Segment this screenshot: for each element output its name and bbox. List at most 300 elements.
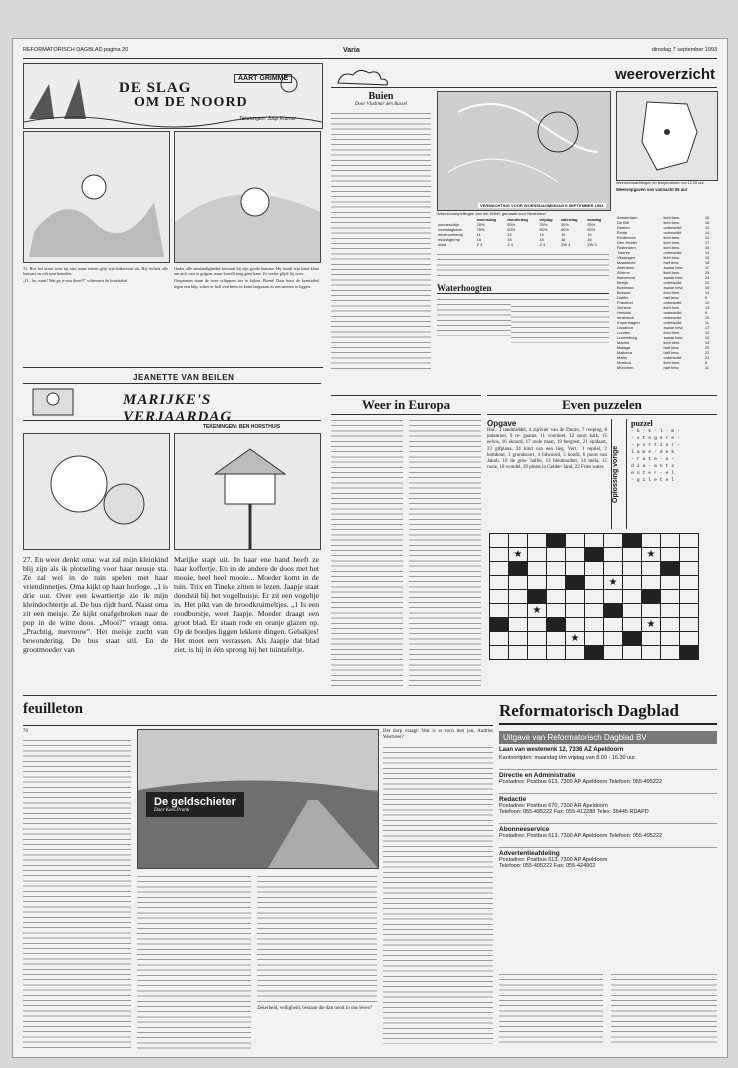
stations-caption-2: Weersopgaven van vannacht 06 uur: [616, 187, 688, 192]
grid-row: [490, 632, 699, 646]
grid-cell: [509, 632, 528, 646]
grid-cell: [604, 618, 623, 632]
station-w: onbewolkt: [663, 280, 682, 285]
grid-cell: [490, 576, 509, 590]
forecast-label: neerslagkans: [438, 227, 462, 232]
colofon-block-line: Postadres: Postbus 613, 7300 AP Apeldoorn Telefoon: 055-495222: [499, 779, 663, 785]
weather-title: weeroverzicht: [614, 66, 715, 83]
netherlands-map: [616, 91, 718, 181]
solution-line: - r a t e - a -: [631, 457, 675, 462]
grid-cell: [642, 534, 661, 548]
marijke-text-8: Trix en Tineke zitten te lezen. Jaapje staat doodstil bij het vogelhuisje. Er zit een vogeltje in. Het pikt van de broodkruimeltjes. „1 Is een roodborstje, weet Jaapje. Moeder draagt een groot blad. Er staan rode en oranje glazen op. Op de bordjes liggen lekkere dingen. Gebakjes! Het moet een verrassen.: [174, 582, 319, 645]
forecast-cell: 60%: [560, 227, 569, 232]
feuilleton-text-col-3: [257, 873, 377, 1049]
station-name: Kopenhagen: [617, 320, 640, 325]
station-t: 16: [704, 215, 710, 220]
forecast-cell: ZW 4: [587, 242, 597, 247]
station-t: 25: [704, 270, 710, 275]
station-w: licht bew.: [663, 245, 680, 250]
comic-author: AART GRIMME: [234, 74, 292, 83]
grid-cell: [642, 576, 661, 590]
station-w: licht bew.: [663, 215, 680, 220]
forecast-cell: 60%: [539, 227, 548, 232]
grid-cell: [566, 618, 585, 632]
solution-block: [631, 419, 717, 529]
station-name: Rotterdam: [617, 245, 636, 250]
station-t: 15: [704, 255, 710, 260]
colofon-publisher: Uitgave van Reformatorisch Dagblad BV: [499, 731, 717, 744]
waterhoogten-title: Waterhoogten: [437, 283, 609, 294]
opgave-title: Opgave: [487, 419, 517, 428]
buien-body-text: [331, 110, 431, 372]
forecast-day: vrijdag: [539, 217, 553, 222]
forecast-day: woensdag: [476, 217, 497, 222]
station-t: 24: [704, 355, 710, 360]
forecast-cell: 75%: [476, 227, 485, 232]
newspaper-page: [12, 38, 728, 1058]
station-t: 9: [704, 310, 708, 315]
station-w: licht bew.: [663, 240, 680, 245]
station-w: licht bew.: [663, 270, 680, 275]
colofon-block: [499, 823, 717, 839]
grid-cell: [623, 548, 642, 562]
grid-star-cell: ★: [642, 548, 661, 562]
grid-star-cell: ★: [528, 604, 547, 618]
comic-title-line2: OM DE NOORD: [134, 95, 248, 110]
station-row: [616, 365, 716, 370]
grid-row: [490, 646, 699, 660]
header-left: REFORMATORISCH DAGBLAD pagina 20: [23, 47, 129, 53]
colofon-office-hours: Kantoortijden: maandag t/m vrijdag van 8.00 - 16.30 uur.: [499, 755, 637, 761]
grid-cell: [490, 646, 509, 660]
grid-cell: [509, 576, 528, 590]
forecast-cell: 10: [539, 232, 544, 237]
station-w: half bew.: [663, 350, 680, 355]
colofon-fine-print-2: [611, 971, 717, 1047]
weather-map: [437, 91, 611, 211]
feuilleton-text-col-4: [383, 729, 493, 1049]
colofon-address: Laan van westenenk 12, 7336 AZ Apeldoorn: [499, 747, 624, 753]
station-name: Malta: [617, 355, 627, 360]
station-t: 17: [704, 240, 710, 245]
forecast-label: zonneschijn: [438, 222, 460, 227]
grid-cell: [528, 618, 547, 632]
grid-cell: [547, 590, 566, 604]
grid-black-cell: [661, 562, 680, 576]
station-t: 14: [704, 290, 710, 295]
station-name: Berlijn: [617, 280, 629, 285]
forecast-label: middagtemp: [438, 237, 461, 242]
forecast-cell: 11: [476, 232, 481, 237]
grid-cell: [661, 632, 680, 646]
grid-cell: [490, 562, 509, 576]
grid-cell: [566, 604, 585, 618]
station-t: 13: [704, 305, 710, 310]
grid-cell: [680, 632, 699, 646]
grid-cell: [547, 604, 566, 618]
station-t: 8: [704, 360, 708, 365]
station-w: zwaar bew.: [663, 335, 684, 340]
colofon-block-title: Advertentieafdeling: [499, 850, 560, 857]
feuilleton-section: [23, 701, 493, 1051]
station-name: Maastricht: [617, 260, 636, 265]
grid-cell: [585, 590, 604, 604]
grid-cell: [490, 548, 509, 562]
colofon-block-title: Abonneeservice: [499, 826, 550, 833]
station-name: Aberdeen: [617, 265, 635, 270]
grid-cell: [680, 534, 699, 548]
grid-star-cell: ★: [566, 632, 585, 646]
feuilleton-title-box: [146, 792, 244, 817]
forecast-cell: 25%: [476, 222, 485, 227]
solution-line: - b - k - l - m -: [631, 429, 680, 434]
station-name: Frankfort: [617, 300, 634, 305]
forecast-cell: Z 4: [507, 242, 513, 247]
station-name: Vlissingen: [617, 255, 636, 260]
marijke-banner: [23, 383, 321, 425]
colofon-block-line: Postadres: Postbus 670, 7300 AR Apeldoorn: [499, 803, 608, 809]
grid-cell: [585, 604, 604, 618]
grid-black-cell: [547, 618, 566, 632]
station-name: Amsterdam: [617, 215, 638, 220]
grid-cell: [566, 562, 585, 576]
station-t: 12: [704, 330, 710, 335]
grid-cell: [623, 590, 642, 604]
solution-lines: [631, 428, 717, 484]
solution-line: - s t e g e r e -: [631, 436, 680, 441]
marijke-drawings-credit: TEKENINGEN: BEN HORSTHUIS: [203, 424, 281, 430]
grid-cell: [528, 632, 547, 646]
grid-cell: [490, 604, 509, 618]
grid-cell: [547, 646, 566, 660]
grid-cell: [490, 632, 509, 646]
grid-cell: [509, 618, 528, 632]
grid-cell: [490, 534, 509, 548]
station-w: licht bew.: [663, 255, 680, 260]
station-t: 17: [704, 325, 710, 330]
grid-cell: [604, 590, 623, 604]
grid-cell: [585, 632, 604, 646]
comic-title-banner: [23, 63, 323, 129]
solution-line: e n t e r - e l: [631, 471, 675, 476]
station-name: Luxemburg: [617, 335, 638, 340]
feuilleton-photo: [137, 729, 379, 869]
grid-cell: [604, 562, 623, 576]
station-w: half bew.: [663, 260, 680, 265]
solution-line: d i a - a n t s: [631, 464, 675, 469]
station-t: 12: [704, 235, 710, 240]
station-t: 14: [704, 250, 710, 255]
grid-black-cell: [547, 534, 566, 548]
header-section: Varia: [343, 47, 360, 54]
grid-cell: [680, 618, 699, 632]
forecast-cell: 16: [507, 237, 512, 242]
colofon-block-title: Directie en Administratie: [499, 772, 576, 779]
station-t: 13: [704, 225, 710, 230]
station-name: Eelde: [617, 230, 628, 235]
grid-cell: [642, 632, 661, 646]
forecast-cell: 16: [539, 237, 544, 242]
grid-cell: [642, 604, 661, 618]
station-t: 16: [704, 245, 710, 250]
grid-cell: [528, 576, 547, 590]
grid-cell: [585, 562, 604, 576]
station-w: onbewolkt: [663, 310, 682, 315]
comic-para-1: 11. Hoe het komt weet hij niet, maar ineens glijt zijn linkervoet uit. Hij verliest alle houvast en rolt naar beneden.: [23, 266, 168, 277]
comic-para-4: Gespannen staan de twee schippers toe te kijken. Boem! Daar botst de kontstabel tegen een klip, schiet er half overheen en komt langzaam in een sneeuw te liggen.: [174, 278, 319, 289]
grid-black-cell: [528, 590, 547, 604]
solution-title: puzzel: [631, 419, 653, 428]
station-w: half bew.: [663, 365, 680, 370]
station-t: 16: [704, 220, 710, 225]
comic-para-2: „O... ho, maat! Wat ga je nou doen?!” schreeuwt de kontstabel.: [23, 278, 129, 284]
forecast-cell: 60%: [507, 227, 516, 232]
comic-panel-1: [23, 131, 170, 263]
comic-marijke: [23, 371, 323, 691]
station-name: Barcelona: [617, 275, 636, 280]
forecast-cell: 50%: [507, 222, 516, 227]
forecast-cell: Z 4: [539, 242, 546, 247]
colofon-block-line: Postadres: Postbus 613, 7300 AP Apeldoorn: [499, 857, 608, 863]
marijke-text-5: „Prachtig, mevrouw”. Het meisje zucht van bewondering.: [23, 627, 168, 645]
grid-cell: [547, 548, 566, 562]
page-header: [23, 47, 717, 57]
station-name: Londen: [617, 330, 631, 335]
colofon-block-line: Telefoon: 055-495222 Fax: 055-412288 Telex: 36445 RDAPD: [499, 809, 649, 815]
station-t: 14: [704, 230, 710, 235]
station-name: Athene: [617, 270, 630, 275]
colofon-block: [499, 793, 717, 815]
grid-cell: [509, 604, 528, 618]
forecast-cell: 25%: [587, 222, 596, 227]
comic-title-line1: DE SLAG: [119, 80, 192, 96]
station-name: Den Helder: [617, 240, 638, 245]
station-w: onbewolkt: [663, 225, 682, 230]
station-t: 11: [704, 320, 709, 325]
buien-byline: Door Vladimir den Bussel: [354, 102, 408, 107]
weather-table-notes: [437, 251, 609, 279]
station-w: onbewolkt: [663, 320, 682, 325]
station-name: Madrid: [617, 340, 630, 345]
marijke-title: MARIJKE'S VERJAARDAG: [123, 392, 233, 425]
grid-black-cell: [623, 534, 642, 548]
station-name: Moskou: [617, 360, 632, 365]
station-name: Innsbruck: [617, 315, 635, 320]
grid-star-cell: ★: [604, 576, 623, 590]
comic-text-col-2: [174, 266, 319, 361]
station-w: licht bew.: [663, 290, 680, 295]
colofon-fine-print-1: [499, 971, 603, 1047]
colofon-block-title: Redactie: [499, 796, 527, 803]
forecast-cell: 10: [560, 232, 566, 237]
forecast-label: minimumtemp: [438, 232, 464, 237]
grid-cell: [661, 590, 680, 604]
grid-black-cell: [490, 618, 509, 632]
station-t: 9: [704, 295, 708, 300]
grid-black-cell: [642, 590, 661, 604]
grid-cell: [604, 534, 623, 548]
weather-map-note: VERWACHTING VOOR WOENSDAGMIDDAG 8 SEPTEMBER 1993: [480, 203, 604, 208]
station-name: München: [617, 365, 634, 370]
station-name: Genève: [617, 305, 632, 310]
grid-cell: [585, 534, 604, 548]
forecast-label: wind: [438, 242, 447, 247]
grid-cell: [547, 632, 566, 646]
marijke-author: JEANETTE VAN BEILEN: [133, 373, 235, 382]
solution-line: l a m e - d e k: [631, 450, 675, 455]
grid-cell: [509, 646, 528, 660]
forecast-cell: 60%: [587, 227, 596, 232]
stations-caption: Weersverwachtingen en temperaturen om 12.00 uur: [616, 181, 704, 185]
colofon-block: [499, 847, 717, 869]
grid-cell: [642, 562, 661, 576]
station-name: Malaga: [617, 345, 631, 350]
colofon-block: [499, 769, 717, 785]
forecast-cell: 30%: [560, 222, 569, 227]
grid-black-cell: [680, 646, 699, 660]
comic-de-slag: [23, 63, 323, 363]
feuilleton-text-col-1: [23, 737, 131, 1049]
station-t: 10: [704, 300, 710, 305]
station-w: zwaar bew.: [663, 285, 684, 290]
marijke-panel-1: [23, 433, 170, 550]
colofon-block-line: Telefoon: 055-495222 Fax: 055-424902: [499, 863, 596, 869]
grid-cell: [623, 562, 642, 576]
grid-cell: [604, 632, 623, 646]
grid-cell: [509, 590, 528, 604]
opgave-block: [487, 419, 607, 529]
station-w: licht bew.: [663, 340, 680, 345]
grid-cell: [566, 590, 585, 604]
forecast-cell: 25%: [539, 222, 548, 227]
puzzel-title: Even puzzelen: [487, 395, 717, 415]
crossword-grid: [489, 533, 699, 660]
forecast-row: [437, 242, 609, 247]
station-name: Helsinki: [617, 310, 632, 315]
station-w: zwaar bew.: [663, 325, 684, 330]
station-t: 10: [704, 315, 710, 320]
grid-cell: [680, 576, 699, 590]
grid-cell: [528, 562, 547, 576]
grid-cell: [547, 562, 566, 576]
colofon-paper-name: Reformatorisch Dagblad: [499, 701, 717, 725]
grid-row: [490, 618, 699, 632]
forecast-cell: 16: [476, 237, 482, 242]
grid-row: [490, 604, 699, 618]
forecast-cell: Z 4: [476, 242, 483, 247]
marijke-text-1: 27. En weer denkt oma: wat zal mijn kleinkind blij zijn als ik plotseling voor haar neusje sta. Ze zal wel in de tuin spelen met haar vriendinnetjes.: [23, 555, 168, 591]
grid-star-cell: ★: [509, 548, 528, 562]
grid-cell: [547, 576, 566, 590]
feuilleton-text-col-2: [137, 873, 251, 1049]
feuilleton-col4-text: Het dorp vraagt: Wat is er toch met jou, Andries Westveer?: [383, 729, 493, 740]
forecast-day: donderdag: [507, 217, 528, 222]
grid-cell: [623, 646, 642, 660]
grid-cell: [661, 534, 680, 548]
grid-cell: [604, 646, 623, 660]
grid-cell: [585, 576, 604, 590]
solution-vertical-label: Oplossing vorige: [611, 419, 627, 529]
forecast-day: zaterdag: [560, 217, 578, 222]
station-name: Deelen: [617, 225, 630, 230]
europa-text-col-2: [409, 417, 481, 689]
station-name: Brussel: [617, 290, 631, 295]
solution-line: - g i l e t e l: [631, 478, 675, 483]
marijke-text-col-1: [23, 555, 168, 689]
grid-cell: [680, 604, 699, 618]
comic-panel-2: [174, 131, 321, 263]
station-t: 14: [704, 340, 710, 345]
marijke-text-3: De bus rijdt hard. Naast oma zit een meisje. Ze kijkt onafgebroken naar de pop in de witte doos.: [23, 600, 168, 627]
grid-row: [490, 534, 699, 548]
europa-title: Weer in Europa: [331, 395, 481, 415]
grid-cell: [585, 618, 604, 632]
station-t: 24: [704, 275, 710, 280]
station-name: Dublin: [617, 295, 629, 300]
station-w: onbewolkt: [663, 315, 682, 320]
grid-black-cell: [585, 646, 604, 660]
grid-star-cell: ★: [642, 618, 661, 632]
station-t: 18: [704, 260, 710, 265]
solution-line: - p o r t i e r -: [631, 443, 680, 448]
europa-text-col-1: [331, 417, 403, 689]
station-w: zwaar bew.: [663, 275, 684, 280]
station-t: 11: [704, 265, 709, 270]
grid-black-cell: [623, 632, 642, 646]
grid-row: [490, 590, 699, 604]
grid-black-cell: [585, 548, 604, 562]
header-date: dinsdag 7 september 1993: [651, 47, 717, 53]
grid-black-cell: [509, 562, 528, 576]
feuilleton-story-title: De geldschieter: [154, 796, 236, 808]
station-t: 16: [704, 285, 710, 290]
grid-cell: [680, 562, 699, 576]
buien-article: [331, 91, 431, 371]
grid-black-cell: [604, 604, 623, 618]
comic-text-col-1: [23, 266, 168, 361]
grid-cell: [509, 534, 528, 548]
station-w: zwaar bew.: [663, 265, 684, 270]
forecast-day: zondag: [587, 217, 602, 222]
grid-cell: [604, 548, 623, 562]
grid-black-cell: [566, 576, 585, 590]
feuilleton-story-author: Door Kees Prank: [154, 808, 189, 813]
marijke-text-7: Marijke stapt uit. In haar ene hand heeft ze haar koffertje. En in de andere de doos met het mooie, heel heel mooie... Moeder komt in de tuin.: [174, 555, 319, 591]
colofon-block-line: Postadres: Postbus 613, 7300 AP Apeldoorn Telefoon: 055-495222: [499, 833, 663, 839]
station-w: onbewolkt: [663, 230, 682, 235]
grid-cell: [661, 618, 680, 632]
grid-cell: [680, 548, 699, 562]
feuilleton-col3-lines: [257, 873, 377, 1003]
station-name: Twente: [617, 250, 630, 255]
station-t: 20: [704, 345, 710, 350]
station-w: half bew.: [663, 295, 680, 300]
grid-cell: [566, 646, 585, 660]
grid-cell: [661, 576, 680, 590]
forecast-cell: ZW 4: [560, 242, 571, 247]
station-w: onbewolkt: [663, 355, 682, 360]
comic-para-3: Onder alle omstandigheden bewaart hij zijn goede humeur. Hij houdt zijn hand klaar om zich vast te grijpen, maar borrelt tong geen kans. Er verder glijdt hij weer.: [174, 266, 319, 277]
marijke-text-col-2: [174, 555, 319, 689]
feuilleton-col3-text: Zekerheid, veiligheid, bestaan die dan nooit in ons leven?: [257, 1006, 373, 1011]
grid-cell: [623, 604, 642, 618]
marijke-text-4: „Mooi?” vraagt oma.: [99, 618, 168, 627]
feuilleton-header: [23, 701, 493, 726]
station-t: 10: [704, 335, 710, 340]
europa-section: [331, 395, 481, 691]
station-w: licht bew.: [663, 305, 680, 310]
forecast-cell: 10: [587, 232, 592, 237]
